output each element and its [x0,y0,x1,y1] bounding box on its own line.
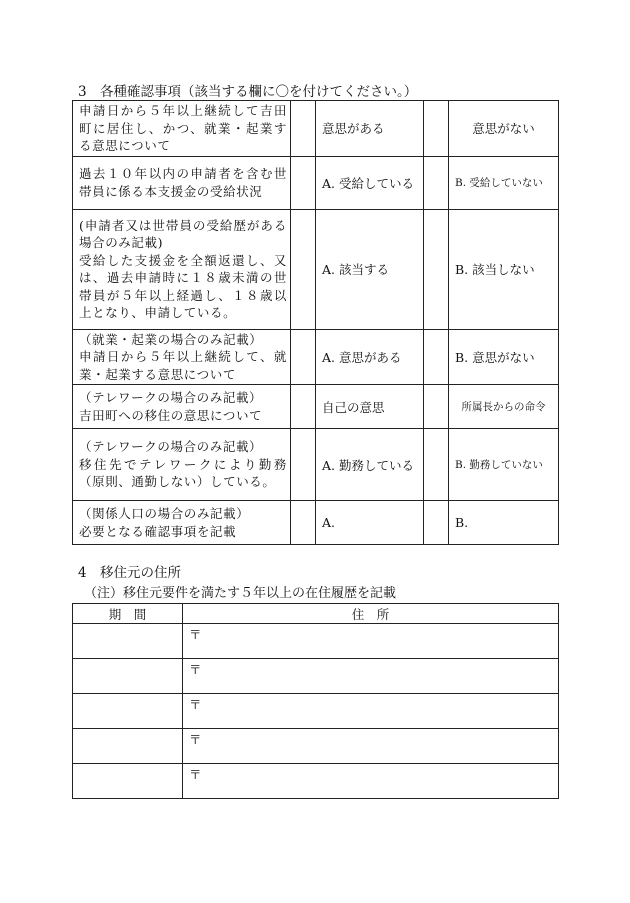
address-cell[interactable] [183,729,559,764]
postal-mark: 〒 [189,627,202,642]
checkbox-cell-a[interactable] [291,156,316,209]
question-cell: （就業・起業の場合のみ記載） 申請日から５年以上継続して、就業・起業する意思について [73,329,291,385]
option-a-cell: A. 該当する [316,209,424,329]
postal-mark: 〒 [189,767,202,782]
checkbox-cell-a[interactable] [291,209,316,329]
option-b-cell: B. 意思がない [449,329,559,385]
checkbox-cell-b[interactable] [424,156,449,209]
postal-mark: 〒 [189,662,202,677]
address-history-table [72,603,559,799]
question-cell: （テレワークの場合のみ記載） 移住先でテレワークにより勤務（原則、通勤しない）している。 [73,429,291,501]
checkbox-cell-a[interactable] [291,101,316,157]
option-a-cell: A. 勤務している [316,429,424,501]
table-row [73,429,559,501]
question-cell: 申請日から５年以上継続して吉田町に居住し、かつ、就業・起業する意思について [73,101,291,157]
section-4-note: （注）移住元要件を満たす５年以上の在住履歴を記載 [84,586,397,601]
checkbox-cell-a[interactable] [291,385,316,429]
period-cell[interactable] [73,729,183,764]
checkbox-cell-b[interactable] [424,385,449,429]
option-a-cell: 意思がある [316,101,424,157]
table-row [73,729,559,764]
table-row [73,764,559,799]
address-cell[interactable] [183,659,559,694]
period-cell[interactable] [73,659,183,694]
checkbox-cell-a[interactable] [291,329,316,385]
option-b-cell: B. 勤務していない [449,429,559,501]
address-header: 住 所 [183,604,559,624]
table-row [73,385,559,429]
table-row [73,694,559,729]
option-b-cell: 所属長からの命令 [449,385,559,429]
period-header: 期 間 [73,604,183,624]
period-cell[interactable] [73,624,183,659]
postal-mark: 〒 [189,697,202,712]
table-row [73,209,559,329]
period-cell[interactable] [73,764,183,799]
section-4-heading [78,561,181,581]
checkbox-cell-b[interactable] [424,209,449,329]
section-3-number: 3 [78,84,87,100]
option-a-cell: A. 受給している [316,156,424,209]
section-4-title: 移住元の住所 [100,565,181,581]
question-cell: 過去１０年以内の申請者を含む世帯員に係る本支援金の受給状況 [73,156,291,209]
table-row [73,659,559,694]
postal-mark: 〒 [189,732,202,747]
question-cell: (申請者又は世帯員の受給歴がある場合のみ記載) 受給した支援金を全額返還し、又は、過去申請時に１８歳未満の世帯員が５年以上経過し、１８歳以上となり、申請している。 [73,209,291,329]
section-4-number: 4 [78,565,87,581]
address-cell[interactable] [183,764,559,799]
option-b-cell: 意思がない [449,101,559,157]
checkbox-cell-a[interactable] [291,429,316,501]
table-row [73,101,559,157]
table-row [73,624,559,659]
address-cell[interactable] [183,694,559,729]
section-3-heading [78,80,417,100]
option-a-cell: A. [316,501,424,545]
checkbox-cell-b[interactable] [424,329,449,385]
section-3-title: 各種確認事項（該当する欄に〇を付けてください。） [100,84,418,100]
checkbox-cell-a[interactable] [291,501,316,545]
confirmation-table [72,100,559,545]
table-row [73,156,559,209]
checkbox-cell-b[interactable] [424,101,449,157]
option-a-cell: 自己の意思 [316,385,424,429]
option-b-cell: B. [449,501,559,545]
checkbox-cell-b[interactable] [424,501,449,545]
table-row [73,501,559,545]
period-cell[interactable] [73,694,183,729]
option-a-cell: A. 意思がある [316,329,424,385]
option-b-cell: B. 該当しない [449,209,559,329]
question-cell: （テレワークの場合のみ記載） 吉田町への移住の意思について [73,385,291,429]
address-cell[interactable] [183,624,559,659]
question-cell: （関係人口の場合のみ記載） 必要となる確認事項を記載 [73,501,291,545]
option-b-cell: B. 受給していない [449,156,559,209]
table-row [73,329,559,385]
checkbox-cell-b[interactable] [424,429,449,501]
